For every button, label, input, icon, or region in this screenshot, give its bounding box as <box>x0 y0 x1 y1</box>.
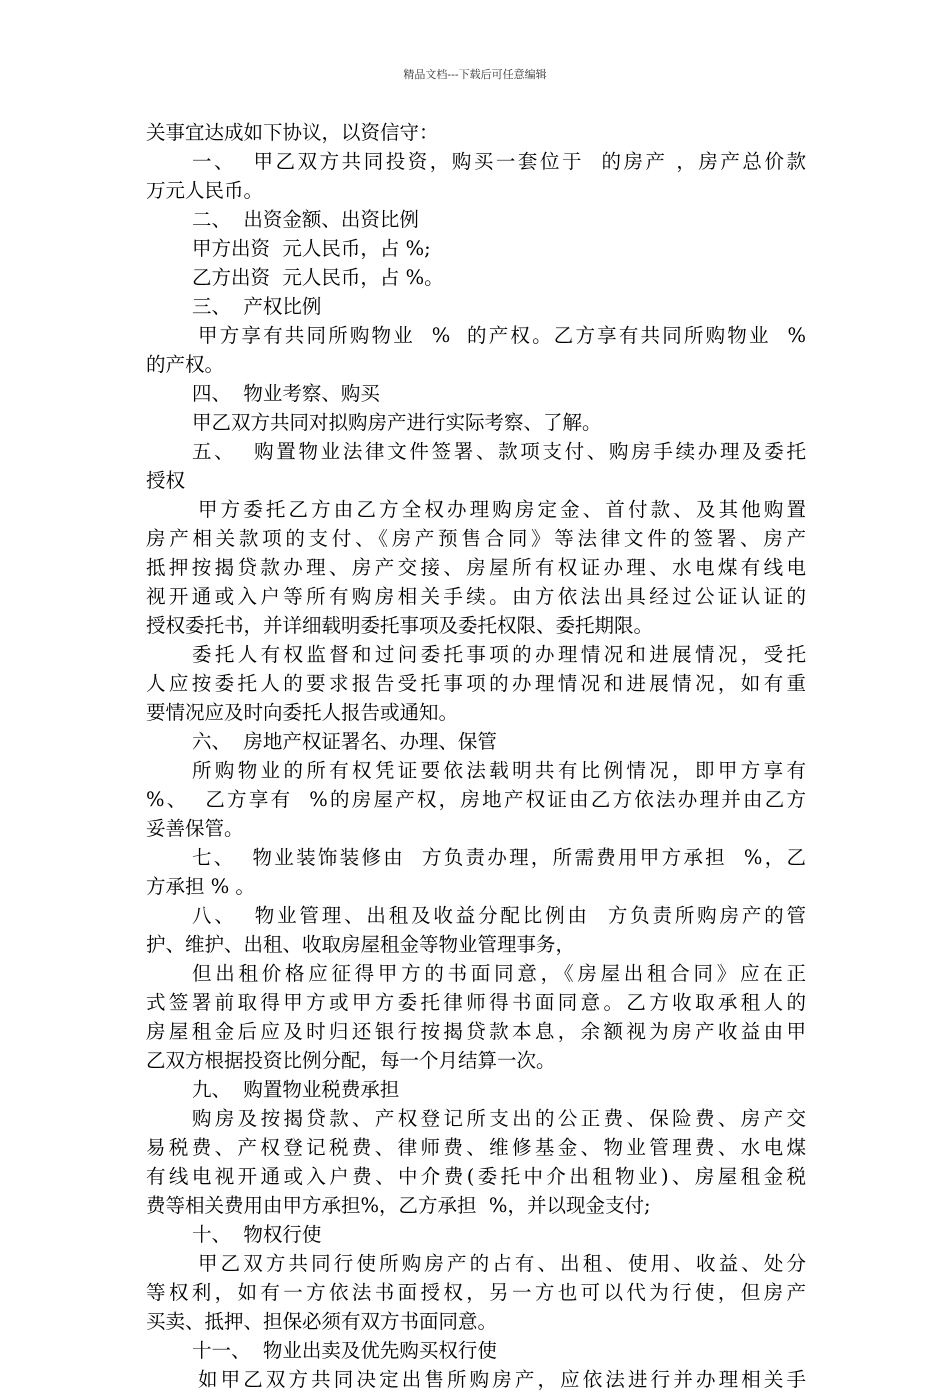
text-line: 甲方委托乙方由乙方全权办理购房定金、首付款、及其他购置 <box>198 498 806 521</box>
text-line: 但出租价格应征得甲方的书面同意，《房屋出租合同》应在正 <box>192 962 806 985</box>
text-line: 委托人有权监督和过问委托事项的办理情况和进展情况，受托 <box>192 643 806 666</box>
text-line: 等权利，如有一方依法书面授权，另一方也可以代为行使，但房产 <box>146 1281 806 1304</box>
text-line: 要情况应及时向委托人报告或通知。 <box>146 701 459 724</box>
section-heading: 五、 购置物业法律文件签署、款项支付、购房手续办理及委托 <box>192 440 806 463</box>
section-heading: 四、 物业考察、购买 <box>192 382 380 405</box>
text-line: 抵押按揭贷款办理、房产交接、房屋所有权证办理、水电煤有线电 <box>146 556 806 579</box>
text-line: 买卖、抵押、担保必须有双方书面同意。 <box>146 1310 498 1333</box>
text-line: 方承担 % 。 <box>146 875 255 898</box>
section-heading: 三、 产权比例 <box>192 295 322 318</box>
section-heading: 七、 物业装饰装修由 方负责办理，所需费用甲方承担 %，乙 <box>192 846 806 869</box>
section-heading: 九、 购置物业税费承担 <box>192 1078 400 1101</box>
section-heading: 十、 物权行使 <box>192 1223 322 1246</box>
text-line: %、 乙方享有 %的房屋产权，房地产权证由乙方依法办理并由乙方 <box>146 788 806 811</box>
text-line: 甲乙双方共同对拟购房产进行实际考察、了解。 <box>192 411 602 434</box>
section-heading: 八、 物业管理、出租及收益分配比例由 方负责所购房产的管 <box>192 904 806 927</box>
section-heading: 六、 房地产权证署名、办理、保管 <box>192 730 497 753</box>
section-heading: 二、 出资金额、出资比例 <box>192 208 419 231</box>
text-line: 式签署前取得甲方或甲方委托律师得书面同意。乙方收取承租人的 <box>146 991 806 1014</box>
text-line: 万元人民币。 <box>146 179 264 202</box>
text-line: 乙双方根据投资比例分配，每一个月结算一次。 <box>146 1049 556 1072</box>
text-line: 妥善保管。 <box>146 817 244 840</box>
text-line: 房屋租金后应及时归还银行按揭贷款本息，余额视为房产收益由甲 <box>146 1020 806 1043</box>
section-heading: 十一、 物业出卖及优先购买权行使 <box>192 1339 497 1362</box>
text-line: 如甲乙双方共同决定出售所购房产，应依法进行并办理相关手 <box>198 1368 806 1391</box>
text-line: 乙方出资 元人民币，占 %。 <box>192 266 444 289</box>
text-line: 的产权。 <box>146 353 225 376</box>
text-line: 一、 甲乙双方共同投资，购买一套位于 的房产 ，房产总价款 <box>192 150 806 173</box>
page-header: 精品文档---下载后可任意编辑 <box>403 68 547 81</box>
text-line: 视开通或入户等所有购房相关手续。由方依法出具经过公证认证的 <box>146 585 806 608</box>
text-line: 有线电视开通或入户费、中介费(委托中介出租物业)、房屋租金税 <box>146 1165 806 1188</box>
text-line: 易税费、产权登记税费、律师费、维修基金、物业管理费、水电煤 <box>146 1136 806 1159</box>
text-line: 购房及按揭贷款、产权登记所支出的公正费、保险费、房产交 <box>192 1107 806 1130</box>
text-line: 甲乙双方共同行使所购房产的占有、出租、使用、收益、处分 <box>198 1252 806 1275</box>
text-line: 人应按委托人的要求报告受托事项的办理情况和进展情况，如有重 <box>146 672 806 695</box>
text-line: 甲方享有共同所购物业 % 的产权。乙方享有共同所购物业 % <box>198 324 806 347</box>
text-line: 费等相关费用由甲方承担%，乙方承担 %，并以现金支付; <box>146 1194 651 1217</box>
text-line: 房产相关款项的支付、《房产预售合同》等法律文件的签署、房产 <box>146 527 806 550</box>
text-line: 授权委托书，并详细载明委托事项及委托权限、委托期限。 <box>146 614 654 637</box>
text-line: 授权 <box>146 469 186 492</box>
document-body <box>146 118 806 1394</box>
text-line: 所购物业的所有权凭证要依法载明共有比例情况，即甲方享有 <box>192 759 806 782</box>
text-line: 甲方出资 元人民币，占 %; <box>192 237 431 260</box>
text-line: 关事宜达成如下协议，以资信守： <box>146 121 439 144</box>
text-line: 护、维护、出租、收取房屋租金等物业管理事务， <box>146 933 576 956</box>
